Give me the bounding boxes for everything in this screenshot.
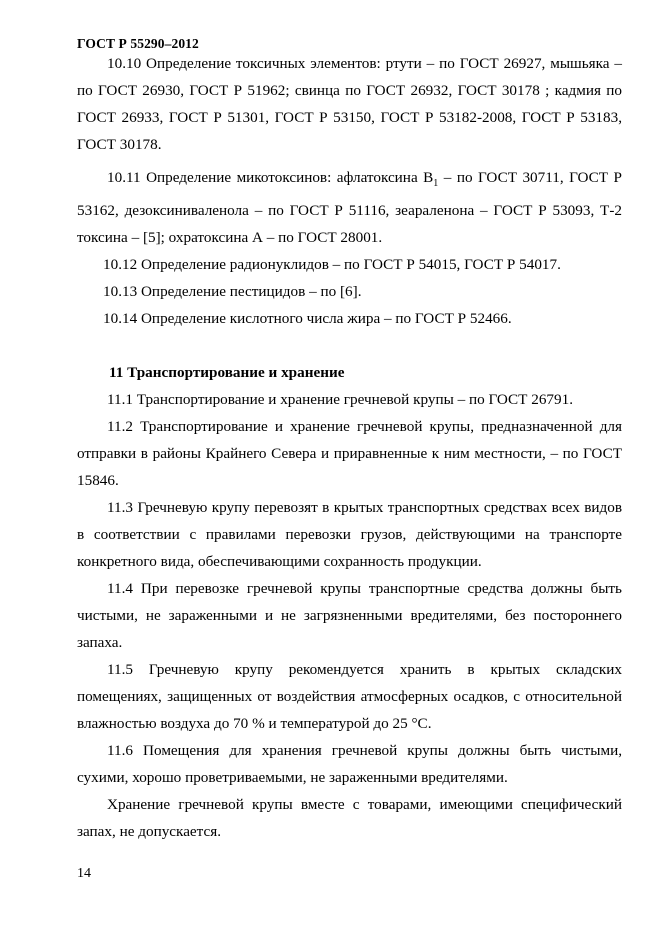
paragraph-10-13: 10.13 Определение пестицидов – по [6]. bbox=[103, 283, 362, 301]
paragraph-10-11-part-a: 10.11 Определение микотоксинов: афлатоксина В bbox=[107, 169, 434, 186]
page-number: 14 bbox=[77, 866, 91, 881]
paragraph-10-11-part-b: – по ГОСТ 30711, ГОСТ Р 53162, дезоксиниваленола – по ГОСТ Р 51116, зеараленона – ГОСТ Р 53093, Т-2 токсина – [5]; охратоксина А – по ГОСТ 28001. bbox=[77, 169, 622, 247]
paragraph-10-11-subscript: 1 bbox=[433, 178, 439, 190]
section-11-title: 11 Транспортирование и хранение bbox=[109, 364, 345, 382]
paragraph-11-5: 11.5 Гречневую крупу рекомендуется хранить в крытых складских помещениях, защищенных от воздействия атмосферных осадков, с относительной влажностью воздуха до 70 % и температурой до 25 °С. bbox=[77, 661, 622, 733]
paragraph-11-6: 11.6 Помещения для хранения гречневой крупы должны быть чистыми, сухими, хорошо проветриваемыми, не зараженными вредителями. bbox=[77, 742, 622, 787]
paragraph-11-3: 11.3 Гречневую крупу перевозят в крытых транспортных средствах всех видов в соответствии с правилами перевозки грузов, действующими на транспорте конкретного вида, обеспечивающими сохранность продукции. bbox=[77, 499, 622, 571]
paragraph-11-1: 11.1 Транспортирование и хранение гречневой крупы – по ГОСТ 26791. bbox=[107, 391, 574, 409]
paragraph-11-2: 11.2 Транспортирование и хранение гречневой крупы, предназначенной для отправки в районы Крайнего Севера и приравненные к ним местности, – по ГОСТ 15846. bbox=[77, 418, 622, 490]
paragraph-11-6-note: Хранение гречневой крупы вместе с товарами, имеющими специфический запах, не допускается. bbox=[77, 796, 622, 841]
paragraph-10-14: 10.14 Определение кислотного числа жира – по ГОСТ Р 52466. bbox=[103, 310, 512, 328]
paragraph-10-11 bbox=[77, 164, 622, 251]
paragraph-10-10: 10.10 Определение токсичных элементов: ртути – по ГОСТ 26927, мышьяка – по ГОСТ 26930, ГОСТ Р 51962; свинца по ГОСТ 26932, ГОСТ 30178 ; кадмия по ГОСТ 26933, ГОСТ Р 51301, ГОСТ Р 53150, ГОСТ Р 53182-2008, ГОСТ Р 53183, ГОСТ 30178. bbox=[77, 55, 622, 153]
document-body bbox=[77, 50, 622, 845]
paragraph-10-12: 10.12 Определение радионуклидов – по ГОСТ Р 54015, ГОСТ Р 54017. bbox=[103, 256, 561, 274]
document-code-header: ГОСТ Р 55290–2012 bbox=[77, 36, 199, 51]
paragraph-11-4: 11.4 При перевозке гречневой крупы транспортные средства должны быть чистыми, не зараженными и не загрязненными вредителями, без постороннего запаха. bbox=[77, 580, 622, 652]
